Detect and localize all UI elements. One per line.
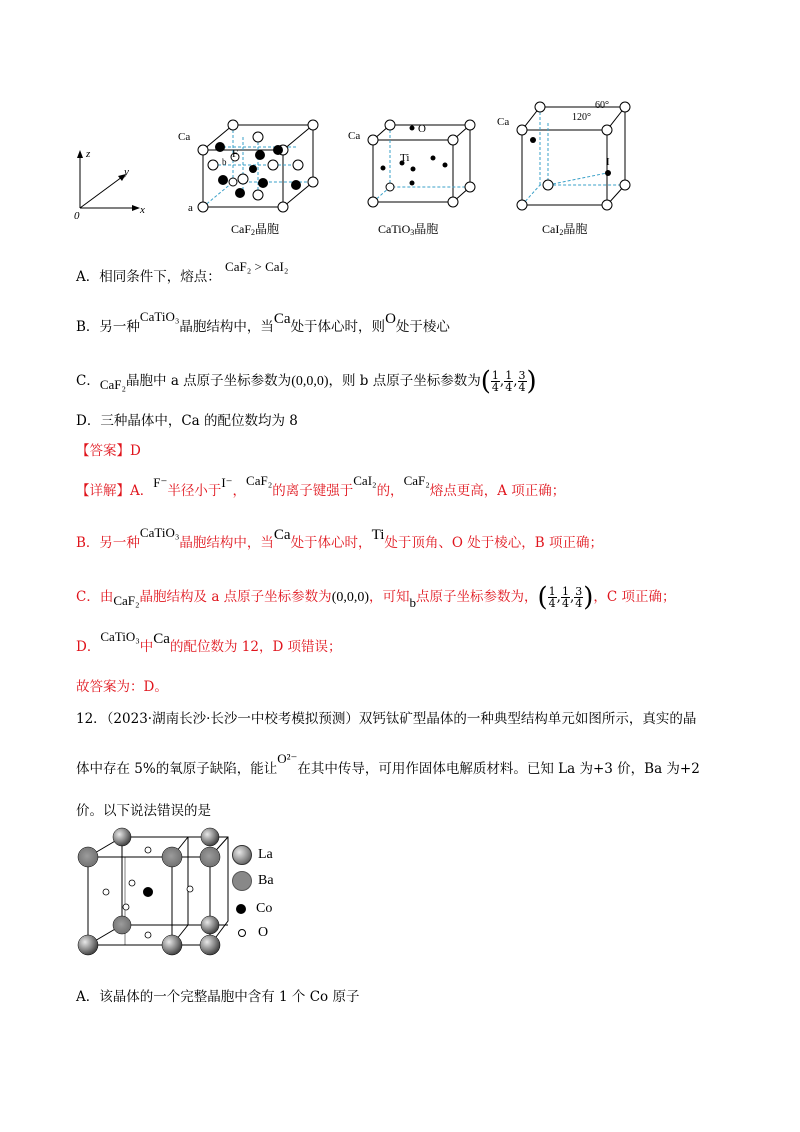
q12-line1: 12．（2023·湖南长沙·长沙一中校考模拟预测）双钙钛矿型晶体的一种典型结构单元如图所示，真实的晶 bbox=[76, 711, 697, 727]
caf2-a-label: a bbox=[188, 202, 193, 214]
caf2-cell bbox=[178, 120, 318, 214]
cai2-caption: CaI$_2$晶胞 bbox=[542, 222, 588, 237]
option-c: C．CaF₂晶胞中 a 点原子坐标参数为(0,0,0)，则 b 点原子坐标参数为( $\frac{1}{4}$ , $\frac{1}{4}$ , $\frac{3}{4}$ ) bbox=[76, 366, 537, 397]
detail-d: D．CaTiO₃中Ca的配位数为 12，D 项错误； bbox=[76, 629, 342, 655]
answer: 【答案】D bbox=[76, 443, 141, 459]
caf2-f-label: F bbox=[232, 148, 239, 160]
axis-y-label: y bbox=[124, 166, 129, 178]
double-perovskite-cell bbox=[70, 825, 310, 970]
q12-option-a: A．该晶体的一个完整晶胞中含有 1 个 Co 原子 bbox=[76, 989, 360, 1005]
legend-ba: Ba bbox=[232, 871, 274, 891]
legend-co: Co bbox=[236, 901, 272, 917]
axis-z-label: z bbox=[86, 148, 91, 160]
catio3-cell bbox=[348, 120, 475, 207]
legend-o: O bbox=[238, 925, 268, 941]
cai2-angle2-label: 120° bbox=[572, 112, 591, 123]
axis-origin-label: 0 bbox=[74, 210, 80, 222]
detail-b: B．另一种CaTiO₃晶胞结构中，当Ca处于体心时，Ti处于顶角、O 处于棱心，B 项正确； bbox=[76, 525, 603, 551]
cai2-i-label: I bbox=[606, 156, 610, 168]
option-b: B．另一种CaTiO₃晶胞结构中，当Ca处于体心时，则O处于棱心 bbox=[76, 309, 450, 335]
option-a: A．相同条件下，熔点： CaF₂ > CaI₂ bbox=[76, 259, 289, 285]
legend-la: La bbox=[232, 845, 273, 865]
q12-line3: 价。以下说法错误的是 bbox=[76, 803, 211, 819]
conclusion: 故答案为：D。 bbox=[76, 679, 168, 695]
cai2-ca-label: Ca bbox=[497, 116, 510, 128]
catio3-o-label: O bbox=[418, 123, 426, 135]
caf2-caption: CaF$_2$晶胞 bbox=[231, 222, 280, 237]
cai2-cell bbox=[497, 100, 630, 210]
option-d: D．三种晶体中，Ca 的配位数均为 8 bbox=[76, 413, 298, 429]
detail-a: 【详解】A．F⁻半径小于I⁻，CaF₂的离子键强于CaI₂的，CaF₂熔点更高，A 项正确； bbox=[76, 473, 566, 499]
axis-diagram bbox=[74, 148, 145, 222]
axis-x-label: x bbox=[140, 204, 145, 216]
caf2-b-label: b bbox=[222, 157, 227, 167]
caf2-ca-label: Ca bbox=[178, 131, 191, 143]
detail-c: C．由CaF₂晶胞结构及 a 点原子坐标参数为(0,0,0)，可知b点原子坐标参数为，( $\frac{1}{4}$ , $\frac{1}{4}$ , $\frac{3}{4}$ )，C 项正确； bbox=[76, 582, 676, 613]
catio3-ti-label: Ti bbox=[400, 152, 410, 164]
cai2-angle1-label: 60° bbox=[595, 100, 609, 111]
q12-line2: 体中存在 5%的氧原子缺陷，能让O²⁻在其中传导，可用作固体电解质材料。已知 La 为+3 价，Ba 为+2 bbox=[76, 751, 700, 777]
catio3-ca-label: Ca bbox=[348, 130, 361, 142]
catio3-caption: CaTiO$_3$晶胞 bbox=[378, 222, 439, 237]
option-a-formula: CaF₂ > CaI₂ bbox=[225, 259, 289, 274]
